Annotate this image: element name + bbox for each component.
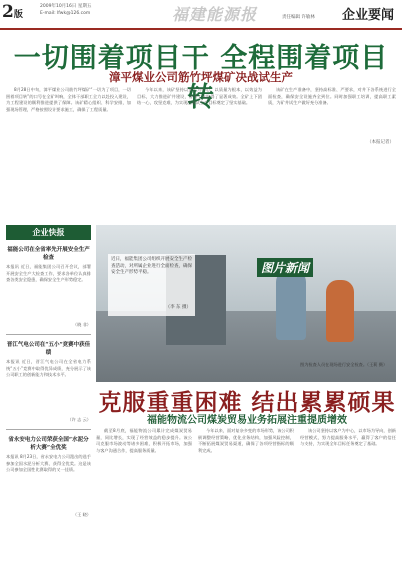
brief-sign: （晓 非） xyxy=(72,322,91,327)
photo-caption-right: 图为检查人员在现场进行安全检查。（王莉 摄） xyxy=(300,362,388,367)
lead-column-1: 8月28日中旬，漳平煤业公司筋竹坪煤矿“一切为了项目，一切围着项目转”的口号在全矿叫响，全体干部职工全力以赴投入建设，为工程建设的顺利推进提供了保障。该矿精心组织、科学安排，加强现场管理，严格按照设计要求施工，确保了工程质量。 xyxy=(6,87,131,112)
divider xyxy=(6,429,91,430)
photo-caption-sign: （李 东 摄） xyxy=(165,305,191,310)
main-headline: 一切围着项目干 全程围着项目转 xyxy=(13,43,389,113)
second-column-1: 截至8月底，福能物流公司累计完成煤炭贸易量，同比增长，实现了经营效益的稳步提升。该公司克服市场波动等诸多困难，积极开拓市场，加强与客户沟通合作，提高服务质量。 xyxy=(96,428,192,453)
brief-sign: （许 志 云） xyxy=(67,417,91,422)
brief-text: 本报讯 8月23日，省永安电力公司派出的选手参加全国水泥分析大赛，获得全优奖。这是该公司参加全国性比赛取得的又一佳绩。 xyxy=(6,454,91,472)
second-column-2: 今年以来，面对复杂多变的市场形势，该公司积极调整经营策略，优化业务结构，加强风险控制，不断拓展煤炭贸易渠道，确保了各项经营指标的顺利完成。 xyxy=(198,428,294,453)
brief-text: 本报讯 近日，福能集团公司召开会议，部署开展安全生产大检查工作，要求各单位认真排查各类安全隐患，确保安全生产形势稳定。 xyxy=(6,264,91,282)
second-column-3: 该公司坚持以客户为中心，以市场为导向，创新经营模式，努力提高服务水平，赢得了客户的信任与支持，为实现全年目标任务奠定了基础。 xyxy=(300,428,396,446)
photo-person xyxy=(326,280,354,342)
brief-article xyxy=(6,341,91,430)
section-title: 企业要闻 xyxy=(341,8,394,23)
page-number: 2版 xyxy=(2,2,23,22)
brief-text: 本报讯 近日，晋江气电公司在全省电力系统“五小”竞赛中取得优异成绩，充分展示了该公司职工的创新能力和技术水平。 xyxy=(6,359,91,377)
second-headline: 克服重重困难 结出累累硕果 xyxy=(98,389,396,416)
brief-title: 福能公司在全省率先开展安全生产检查 xyxy=(7,247,90,261)
brief-article xyxy=(6,436,91,518)
news-brief-sidebar xyxy=(6,225,91,560)
brief-sign: （王 晓） xyxy=(72,512,91,517)
brief-title: 晋江气电公司在“五小”竞赛中获佳绩 xyxy=(6,342,91,356)
photo-caption: 近日，福能集团公司组织开展安全生产检查活动，对所属企业进行全面检查，确保安全生产形势平稳。 xyxy=(108,254,195,316)
newspaper-logo: 福建能源报 xyxy=(172,5,258,24)
photo-news-tag: 图片新闻 xyxy=(257,258,313,277)
sidebar-band: 企业快报 xyxy=(6,225,91,240)
lead-end-sign: （本报记者） xyxy=(367,140,394,145)
issue-date: 2009年10月16日 星期五 xyxy=(40,4,92,9)
lead-column-2: 今年以来，该矿坚持以安全为中心，以质量为根本，以效益为目标，大力推进矿井建设，各项工作取得了显著成效。全矿上下团结一心，攻坚克难，为实现决战试生产目标奠定了坚实基础。 xyxy=(137,87,262,105)
date-line xyxy=(40,4,91,18)
main-subheadline: 漳平煤业公司筋竹坪煤矿决战试生产 xyxy=(109,70,293,84)
second-subheadline: 福能物流公司煤炭贸易业务拓展注重提质增效 xyxy=(147,415,347,426)
masthead xyxy=(0,0,402,30)
editor-line: 责任编辑 许敏林 xyxy=(282,15,315,20)
email: E-mail: lfwk@126.com xyxy=(40,10,91,16)
brief-article xyxy=(6,246,91,335)
divider xyxy=(6,334,91,335)
photo-person xyxy=(276,270,306,340)
lead-column-3: 该矿在生产准备中，坚持高标准、严要求，对井下各系统进行全面检查，确保安全设施齐全到位。同时加强职工培训，提高职工素质，为矿井试生产做好充分准备。 xyxy=(268,87,396,105)
brief-title: 省永安电力公司荣获全国“水泥分析大赛”全优奖 xyxy=(8,437,89,451)
